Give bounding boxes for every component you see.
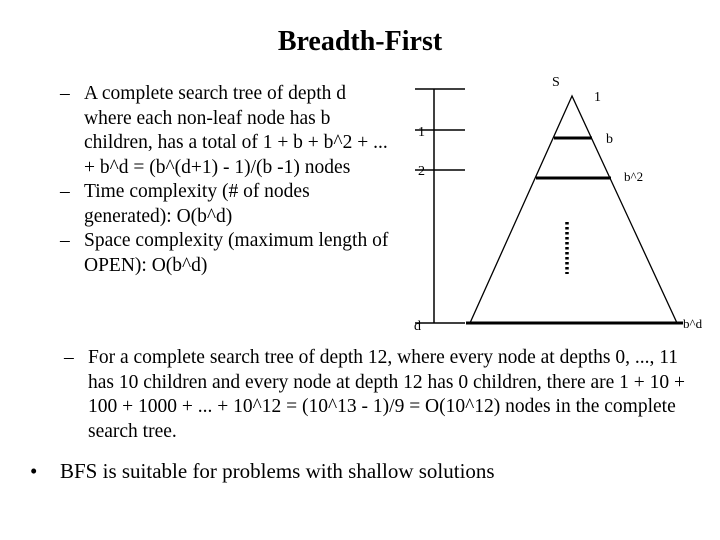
example-bullet-list (64, 346, 704, 444)
depth-label-1: 1 (418, 125, 425, 140)
bullet-depth-12-example (64, 346, 704, 444)
bullet-text: A complete search tree of depth d where each non-leaf node has b children, has a total of 1 + b + b^2 + ... + b^d = (b^(d+1) - 1)/(b -1) nodes (84, 83, 388, 178)
dash-marker: – (60, 83, 70, 104)
bullet-text: Time complexity (# of nodes generated): O(b^d) (84, 181, 310, 227)
depth-label-2: 2 (418, 164, 425, 179)
depth-label-d: d (414, 319, 421, 334)
count-label-b2: b^2 (624, 169, 644, 184)
dash-marker: – (60, 181, 70, 202)
dash-marker: – (64, 347, 74, 368)
bullet-text: For a complete search tree of depth 12, where every node at depths 0, ..., 11 has 10 children and every node at depth 12 has 0 children, there are 1 + 10 + 100 + 1000 + ... + 10^12 = (10^13 - 1)/9 = O(10^12) nodes in the complete search tree. (88, 347, 686, 442)
bullet-text: Space complexity (maximum length of OPEN): O(b^d) (84, 230, 389, 276)
root-label: S (552, 75, 560, 90)
bfs-suitability-bullet (30, 458, 495, 484)
count-label-1: 1 (594, 90, 601, 105)
bullet-marker: • (30, 459, 38, 483)
tree-triangle (470, 96, 677, 323)
count-label-bd: b^d (683, 316, 703, 331)
bullet-text: BFS is suitable for problems with shallow solutions (60, 459, 495, 483)
slide-title: Breadth-First (277, 26, 443, 57)
count-label-b: b (606, 132, 613, 147)
dash-marker: – (60, 230, 70, 251)
